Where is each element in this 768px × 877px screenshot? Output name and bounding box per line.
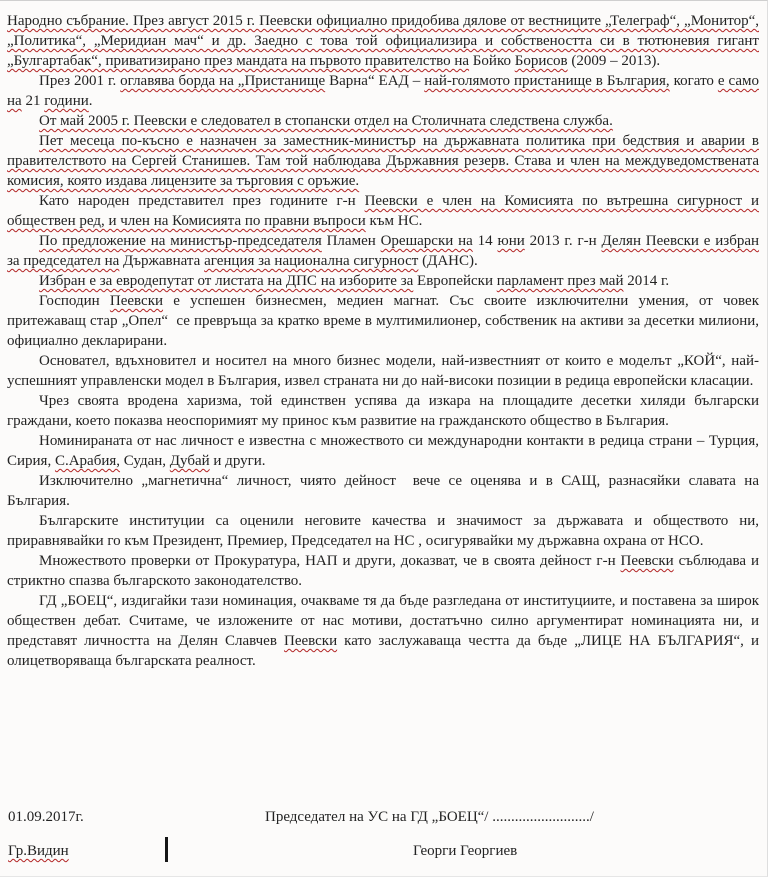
- misspelled-text: Народно събрание. През август 2015 г. Пеевски официално придобива дялове от вестниците „Телеграф“, „Монитор“, „Политика“, „Меридиан мач“ и др. Заедно с това той официализира и собствеността си в тютюневия гигант „Булгартабак“, приватизирано през мандата на първото правителство на: [7, 13, 759, 69]
- paragraph: [7, 231, 759, 271]
- paragraph: [7, 131, 759, 191]
- paragraph: [7, 351, 759, 391]
- text-segment: Пламен: [321, 233, 381, 249]
- misspelled-text: най-голямото пристанище в България,: [424, 73, 670, 89]
- text-segment: Чрез своята вродена харизма, той единствен успява да изкара на площадите десетки хиляди български граждани, което показва неоспоримият му принос към развитие на гражданското общество в България.: [7, 393, 759, 429]
- misspelled-text: Орешарски на: [380, 233, 473, 249]
- misspelled-text: юни: [497, 233, 525, 249]
- misspelled-text: С.Арабия,: [54, 453, 121, 469]
- text-segment: 2014 г.: [623, 273, 670, 289]
- text-segment: 14: [472, 233, 498, 249]
- text-segment: През 2001 г.: [39, 73, 121, 89]
- text-segment: съблюдава и стриктно спазва българското законодателство.: [7, 553, 759, 589]
- misspelled-text: Пет месеца по-късно е назначен за заместник-министър на държавната политика при бедствия и аварии в правителството на Сергей Станишев. Там той наблюдава Държавния резерв. Става и член на междуведомствената комисия, която издава лицензите за търговия с оръжие.: [7, 133, 759, 189]
- paragraph: [7, 431, 759, 471]
- misspelled-text: е само на: [7, 73, 759, 109]
- misspelled-text: Делян Пеевски е избран за председател на: [7, 233, 760, 269]
- text-segment: Господин: [39, 293, 110, 309]
- text-segment: (ДАНС).: [418, 253, 478, 269]
- paragraph: [7, 391, 759, 431]
- misspelled-text: Пеевски: [109, 293, 164, 309]
- misspelled-text: парламент през май: [496, 273, 624, 289]
- paragraph: [7, 111, 759, 131]
- text-cursor-caret[interactable]: [165, 837, 168, 862]
- text-segment: Основател, вдъхновител и носител на много бизнес модели, най-известният от които е моделът „КОЙ“, най-успешният управленски модел в България, извел страната ни до най-високи позиции в редица европейски класации.: [7, 353, 759, 389]
- misspelled-text: агенция за национална сигурност: [204, 253, 419, 269]
- paragraph: [7, 191, 759, 231]
- city-text: Гр.Видин: [8, 843, 69, 859]
- text-segment: .: [88, 93, 93, 109]
- signer-name: Георги Георгиев: [413, 843, 518, 859]
- signature-title-line: Председател на УС на ГД „БОЕЦ“/ ........................../: [265, 809, 594, 825]
- date-text: 01.09.2017г.: [8, 809, 84, 825]
- misspelled-text: Дубай: [169, 453, 210, 469]
- text-segment: Държавната: [119, 253, 205, 269]
- misspelled-text: Избран е за евродепутат от листата на ДПС на изборите за: [39, 273, 414, 289]
- misspelled-text: години: [44, 93, 89, 109]
- text-segment: Бойко: [469, 53, 515, 69]
- text-segment: Судан,: [120, 453, 170, 469]
- text-segment: Европейски: [413, 273, 497, 289]
- misspelled-text: По предложение на министър-председателя: [39, 233, 322, 249]
- text-segment: Множеството проверки от Прокуратура, НАП и други, доказват, че в своята дейност г-н: [39, 553, 621, 569]
- misspelled-text: оглавява борда на „Пристанище: [120, 73, 326, 89]
- text-segment: като заслужаваща честта да бъде „ЛИЦЕ НА БЪЛГАРИЯ“, и олицетворяваща българската реалност.: [7, 633, 759, 669]
- paragraph: [7, 551, 759, 591]
- text-segment: 21: [21, 93, 45, 109]
- text-segment: Варна“ ЕАД –: [325, 73, 425, 89]
- misspelled-text: Пеевски: [620, 553, 674, 569]
- text-segment: Българските институции са оценили неговите качества и значимост за държавата и обществото ни, приравнявайки го към Президент, Премиер, Председател на НС , осигурявайки му държавна охрана от НСО.: [7, 513, 759, 549]
- text-segment: ГД „БОЕЦ“, издигайки тази номинация, очакваме тя да бъде разгледана от институциите, и поставена за широк обществен дебат. Считаме, че изложените от нас мотиви, достатъчно силно аргументират номинацията ни, и представят личността на Делян Славчев: [7, 593, 759, 649]
- document-body: [7, 11, 759, 671]
- misspelled-text: Пеевски: [283, 633, 338, 649]
- paragraph: [7, 591, 759, 671]
- misspelled-text: Пеевски е член на Комисията по вътрешна сигурност и обществен ред, и член на Комисията по правни въпроси: [7, 193, 759, 229]
- paragraph: [7, 11, 759, 71]
- text-segment: към НС.: [365, 213, 423, 229]
- text-segment: 2013 г. г-н: [524, 233, 602, 249]
- misspelled-text: От май 2005 г. Пеевски е следовател в стопански отдел на Столичната следствена служба.: [39, 113, 613, 129]
- text-segment: (2009 – 2013).: [567, 53, 661, 69]
- text-segment: Като народен представител през годините г-н: [39, 193, 365, 209]
- paragraph: [7, 511, 759, 551]
- text-segment: когато: [669, 73, 718, 89]
- text-segment: е успешен бизнесмен, медиен магнат. Със своите изключителни умения, от човек притежаващ стар „Опел“ се превръща за кратко време в мултимилионер, собственик на активи за десетки милиони, официално декларирани.: [7, 293, 759, 349]
- paragraph: [7, 291, 759, 351]
- misspelled-text: Борисов: [514, 53, 568, 69]
- paragraph: [7, 271, 759, 291]
- paragraph: [7, 71, 759, 111]
- text-segment: Изключително „магнетична“ личност, чиято дейност вече се оценява и в САЩ, разнасяйки славата на България.: [7, 473, 759, 509]
- paragraph: [7, 471, 759, 511]
- text-segment: и други.: [209, 453, 266, 469]
- text-segment: Номинираната от нас личност е известна с множеството си международни контакти в редица страни – Турция, Сирия,: [7, 433, 759, 469]
